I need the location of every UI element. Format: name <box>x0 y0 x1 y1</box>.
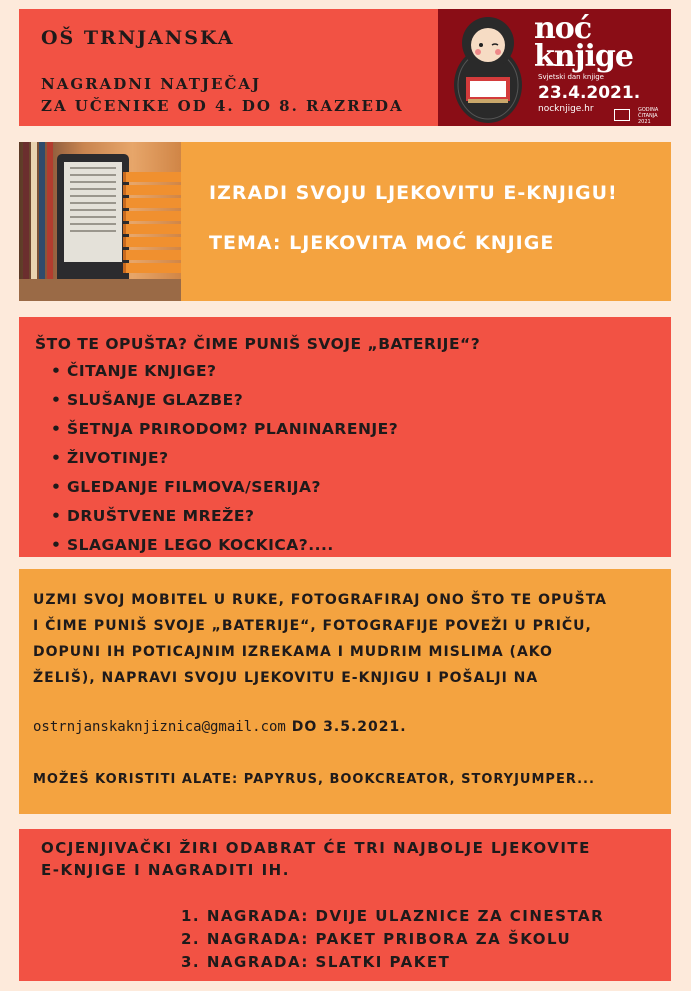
instructions-line: ŽELIŠ), NAPRAVI SVOJU LJEKOVITU E-KNJIGU I POŠALJI NA <box>33 670 539 686</box>
instructions-line: UZMI SVOJ MOBITEL U RUKE, FOTOGRAFIRAJ ONO ŠTO TE OPUŠTA <box>33 592 607 608</box>
instructions-line: I ČIME PUNIŠ SVOJE „BATERIJE“, FOTOGRAFIJE POVEŽI U PRIČU, <box>33 618 592 634</box>
poster-date: 23.4.2021. <box>538 83 641 103</box>
school-name: OŠ TRNJANSKA <box>41 27 235 49</box>
jury-text <box>41 837 651 881</box>
poster-title-line-1: noć <box>534 11 592 46</box>
task-headline: IZRADI SVOJU LJEKOVITU E-KNJIGU! <box>209 182 618 204</box>
jury-line-1: OCJENJIVAČKI ŽIRI ODABRAT ĆE TRI NAJBOLJE LJEKOVITE <box>41 839 591 857</box>
poster-subtitle: Svjetski dan knjige <box>538 73 604 81</box>
questions-heading: ŠTO TE OPUŠTA? ČIME PUNIŠ SVOJE „BATERIJE“? <box>35 335 481 353</box>
contest-line-1: NAGRADNI NATJEČAJ <box>41 75 262 93</box>
list-item: • SLUŠANJE GLAZBE? <box>51 391 398 420</box>
year-badge-line-2: ČITANJA <box>638 113 658 119</box>
list-item: 1. NAGRADA: DVIJE ULAZNICE ZA CINESTAR <box>181 907 605 925</box>
ereader-books-photo <box>19 142 181 301</box>
list-item: • ŠETNJA PRIRODOM? PLANINARENJE? <box>51 420 398 449</box>
poster-logo-icon <box>614 109 630 121</box>
year-badge-line-3: 2021 <box>638 119 651 125</box>
prizes-list <box>181 905 604 974</box>
poster-year-badge <box>638 107 658 125</box>
email-address[interactable]: ostrnjanskaknjiznica@gmail.com <box>33 719 286 735</box>
instructions-line: DOPUNI IH POTICAJNIM IZREKAMA I MUDRIM MISLIMA (AKO <box>33 644 553 660</box>
jury-panel <box>19 829 671 981</box>
questions-list <box>51 362 398 565</box>
contest-title <box>41 73 404 117</box>
contest-line-2: ZA UČENIKE OD 4. DO 8. RAZREDA <box>41 97 404 115</box>
list-item: • DRUŠTVENE MREŽE? <box>51 507 398 536</box>
instructions-panel <box>19 569 671 814</box>
list-item: 2. NAGRADA: PAKET PRIBORA ZA ŠKOLU <box>181 930 572 948</box>
list-item: • SLAGANJE LEGO KOCKICA?.... <box>51 536 398 565</box>
list-item: • GLEDANJE FILMOVA/SERIJA? <box>51 478 398 507</box>
list-item: 3. NAGRADA: SLATKI PAKET <box>181 953 451 971</box>
list-item: • ŽIVOTINJE? <box>51 449 398 478</box>
ereader-icon <box>57 154 129 288</box>
task-panel <box>19 142 671 301</box>
submission-line <box>33 719 407 735</box>
poster-url: nocknjige.hr <box>538 104 594 114</box>
poster-title <box>534 11 633 74</box>
instructions-text <box>33 587 663 691</box>
jury-line-2: E-KNJIGE I NAGRADITI IH. <box>41 861 290 879</box>
header-panel <box>19 9 671 126</box>
matryoshka-doll-icon <box>448 13 528 125</box>
year-badge-line-1: GODINA <box>638 107 659 113</box>
poster-title-line-2: knjige <box>534 39 633 74</box>
list-item: • ČITANJE KNJIGE? <box>51 362 398 391</box>
deadline: DO 3.5.2021. <box>291 719 407 735</box>
tools-text: MOŽEŠ KORISTITI ALATE: PAPYRUS, BOOKCREATOR, STORYJUMPER... <box>33 772 595 787</box>
task-theme: TEMA: LJEKOVITA MOĆ KNJIGE <box>209 232 555 254</box>
questions-panel <box>19 317 671 557</box>
event-poster-image <box>438 9 671 126</box>
